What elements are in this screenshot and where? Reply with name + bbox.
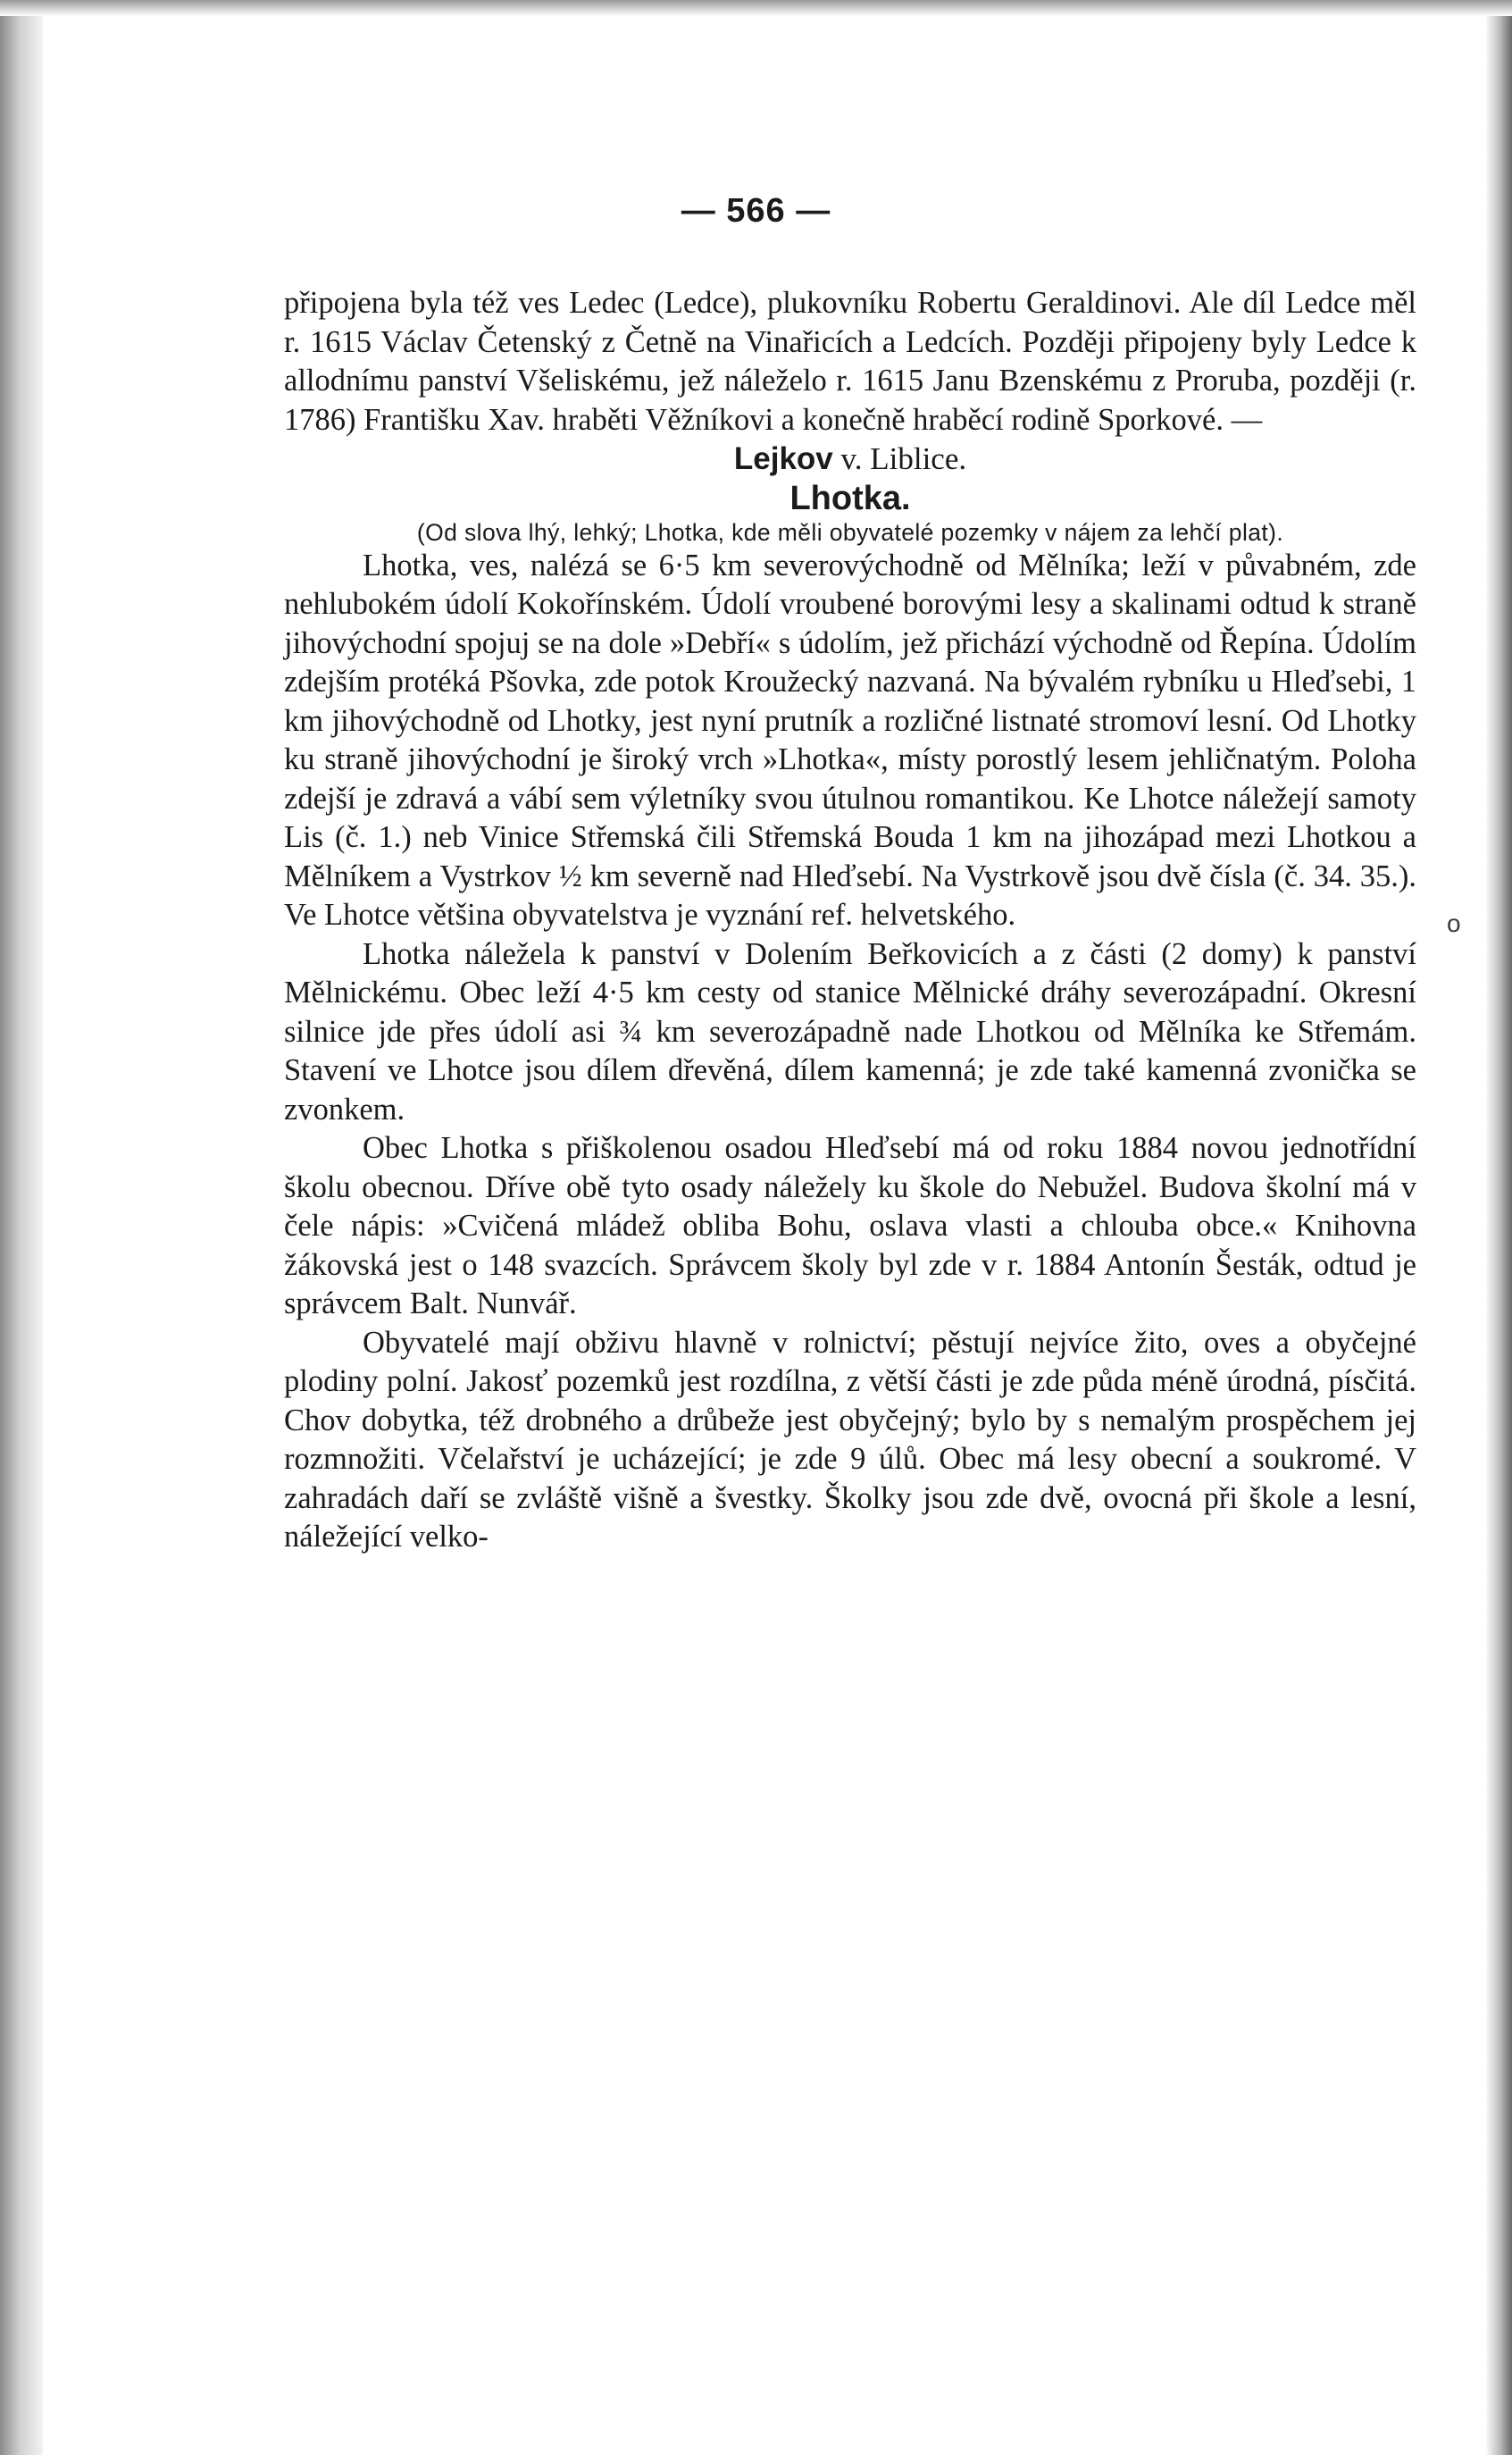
scan-edge-left (0, 0, 43, 2455)
lhotka-etymology: (Od slova lhý, lehký; Lhotka, kde měli obyvatelé pozemky v nájem za lehčí plat). (416, 518, 1284, 546)
lejkov-name: Lejkov (733, 441, 833, 476)
scan-edge-top (0, 0, 1512, 16)
margin-mark: o (1447, 909, 1461, 937)
lhotka-heading: Lhotka. (789, 479, 911, 517)
lejkov-entry (284, 440, 1416, 479)
continuation-paragraph: připojena byla též ves Ledec (Ledce), plukovníku Robertu Geraldinovi. Ale díl Ledce měl r. 1615 Václav Četenský z Četně na Vinařicích a Ledcích. Později připojeny byly Ledce k allodnímu panství Všeliskému, jež náleželo r. 1615 Janu Bzenskému z Proruba, později (r. 1786) Františku Xav. hraběti Věžníkovi a konečně hraběcí rodině Sporkové. — (284, 286, 1416, 437)
lhotka-paragraph-3: Obec Lhotka s přiškolenou osadou Hleďsebí má od roku 1884 novou jednotřídní školu obecnou. Dříve obě tyto osady náležely ku škole do Nebužel. Budova školní má v čele nápis: »Cvičená mládež obliba Bohu, oslava vlasti a chlouba obce.« Knihovna žákovská jest o 148 svazcích. Správcem školy byl zde v r. 1884 Antonín Šesták, odtud je správcem Balt. Nunvář. (284, 1131, 1416, 1320)
lhotka-paragraph-4: Obyvatelé mají obživu hlavně v rolnictví; pěstují nejvíce žito, oves a obyčejné plodiny polní. Jakosť pozemků jest rozdílna, z větší části je zde půda méně úrodná, písčitá. Chov dobytka, též drobného a drůbeže jest obyčejný; bylo by s nemalým prospěchem jej rozmnožiti. Včelařství je ucházející; je zde 9 úlů. Obec má lesy obecní a soukromé. V zahradách daří se zvláště višně a švestky. Školky jsou zde dvě, ovocná při škole a lesní, náležející velko- (284, 1325, 1416, 1554)
lhotka-paragraph-2: Lhotka náležela k panství v Dolením Beřkovicích a z části (2 domy) k panství Mělnickému. Obec leží 4·5 km cesty od stanice Mělnické dráhy severozápadní. Okresní silnice jde přes údolí asi ¾ km severozápadně nade Lhotkou od Mělníka ke Střemám. Stavení ve Lhotce jsou dílem dřevěná, dílem kamenná; je zde také kamenná zvonička se zvonkem. (284, 936, 1416, 1127)
page-number: — 566 — (681, 192, 831, 230)
scan-edge-right (1485, 0, 1512, 2455)
lhotka-paragraph-1: Lhotka, ves, nalézá se 6·5 km severovýchodně od Mělníka; leží v půvabném, zde nehlubokém údolí Kokořínském. Údolí vroubené borovými lesy a skalinami odtud k straně jihovýchodní spojuj se na dole »Debří« s údolím, jež přichází východně od Řepína. Údolím zdejším protéká Pšovka, zde potok Kroužecký nazvaná. Na bývalém rybníku u Hleďsebi, 1 km jihovýchodně od Lhotky, jest nyní prutník a rozličné listnaté stromoví lesní. Od Lhotky ku straně jihovýchodní je široký vrch »Lhotka«, místy porostlý lesem jehličnatým. Poloha zdejší je zdravá a vábí sem výletníky svou útulnou romantikou. Ke Lhotce náležejí samoty Lis (č. 1.) neb Vinice Střemská čili Střemská Bouda 1 km na jihozápad mezi Lhotkou a Mělníkem a Vystrkov ½ km severně nad Hleďsebí. Na Vystrkově jsou dvě čísla (č. 34. 35.). Ve Lhotce většina obyvatelstva je vyznání ref. helvetského. (284, 548, 1416, 932)
text-column (284, 284, 1416, 1557)
lejkov-reference: v. Liblice. (832, 441, 967, 476)
